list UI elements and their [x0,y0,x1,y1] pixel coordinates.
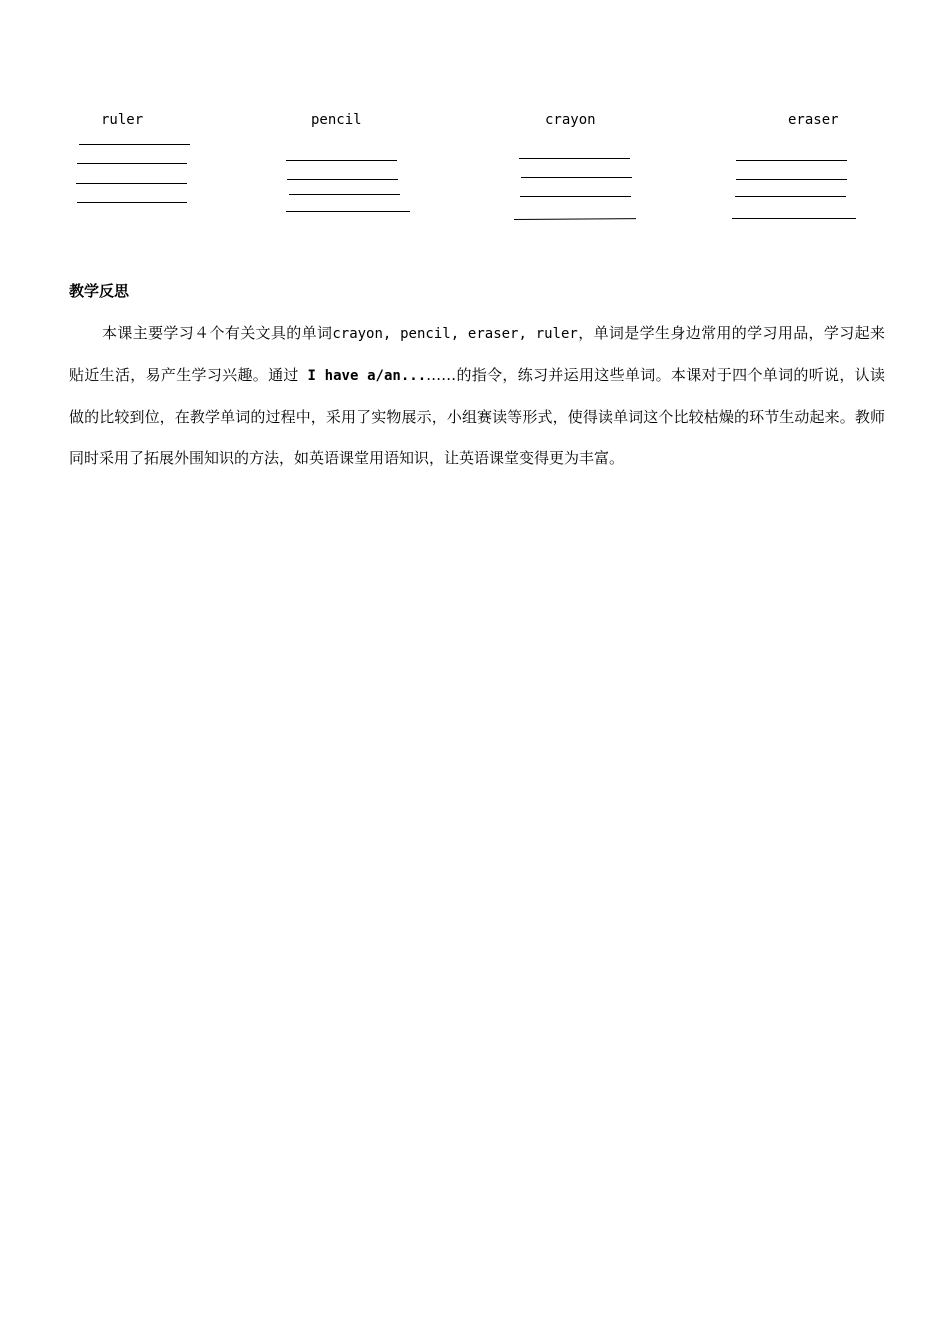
reflection-heading: 教学反思 [69,282,130,300]
writing-line [77,202,187,203]
reflection-sentence-pattern: I have a/an... [298,368,427,384]
writing-line [735,196,846,197]
reflection-text-2: ，单词是学生身边常用的学习用品，学习起来贴近生活，易产生学习兴趣。通过 [69,324,885,384]
writing-line [519,158,630,159]
writing-line [732,218,856,219]
writing-line [289,194,400,195]
writing-line [521,177,632,178]
writing-line [736,179,847,180]
writing-line [77,163,187,164]
writing-line [286,160,397,161]
writing-line [76,183,187,184]
reflection-text-1: 本课主要学习４个有关文具的单词 [102,324,333,342]
writing-line [520,196,631,197]
reflection-word-list: crayon, pencil, eraser, ruler [332,326,578,342]
writing-line [287,179,398,180]
word-pencil: pencil [311,112,362,128]
word-eraser: eraser [788,112,839,128]
reflection-text-3: ……的指令，练习并运用这些单词。本课对于四个单词的听说，认读做的比较到位，在教学单词的过程中，采用了实物展示，小组赛读等形式，使得读单词这个比较枯燥的环节生动起来。教师同时采用了拓展外围知识的方法，如英语课堂用语知识，让英语课堂变得更为丰富。 [69,366,885,467]
writing-line [514,218,636,220]
reflection-paragraph [69,313,885,479]
word-ruler: ruler [101,112,144,128]
writing-line [286,211,410,212]
writing-line [79,144,190,145]
word-crayon: crayon [545,112,596,128]
writing-line [736,160,847,161]
